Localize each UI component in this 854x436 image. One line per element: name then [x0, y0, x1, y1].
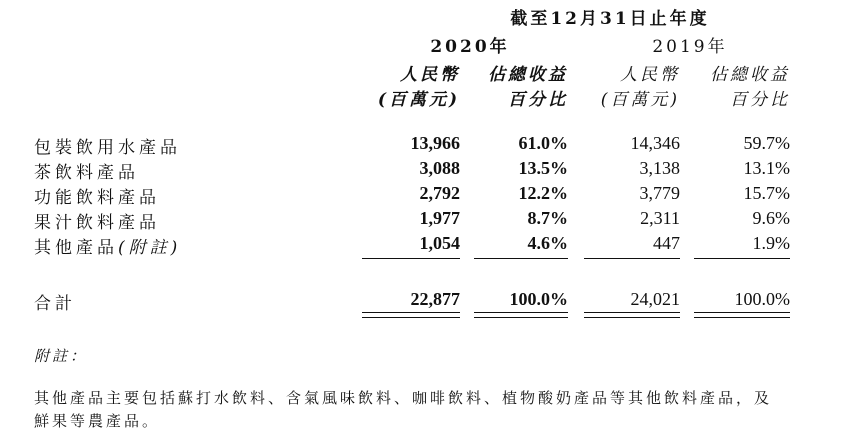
cell-value: 14,346: [630, 133, 680, 153]
subtotal-rule: [694, 258, 790, 259]
cell-value: 2,311: [640, 208, 680, 228]
cell-value: 3,779: [639, 183, 680, 203]
cell-value: 9.6%: [752, 208, 790, 228]
note-title: 附註：: [34, 347, 89, 365]
cell-value: 13.1%: [743, 158, 790, 178]
cell-value: 1.9%: [752, 233, 790, 253]
note-line-1: 其他產品主要包括蘇打水飲料、含氣風味飲料、咖啡飲料、植物酸奶產品等其他飲料產品，及: [34, 389, 773, 407]
col-2020-rmb-unit: (百萬元): [377, 90, 460, 110]
total-rule: [474, 312, 568, 313]
cell-value: 61.0%: [518, 133, 568, 153]
cell-value: 3,088: [419, 158, 460, 178]
cell-value: 1,977: [419, 208, 460, 228]
total-value: 24,021: [630, 289, 680, 309]
cell-value: 4.6%: [527, 233, 568, 253]
total-rule: [584, 312, 680, 313]
total-rule: [362, 312, 460, 313]
period-heading: 截至12月31日止年度: [510, 9, 710, 29]
col-2019-pct: 佔總收益: [710, 65, 790, 85]
subtotal-rule: [584, 258, 680, 259]
note-line-2: 鮮果等農產品。: [34, 412, 161, 430]
total-rule: [694, 317, 790, 318]
cell-value: 2,792: [419, 183, 460, 203]
row-label-water: 包裝飲用水產品: [34, 138, 181, 158]
col-2019-rmb-unit: (百萬元): [600, 90, 680, 110]
cell-value: 447: [653, 233, 680, 253]
total-rule: [362, 317, 460, 318]
cell-value: 13,966: [410, 133, 460, 153]
row-label-functional: 功能飲料產品: [34, 188, 160, 208]
row-label-other-text: 其他產品: [34, 238, 118, 258]
col-2020-rmb: 人民幣: [400, 65, 460, 85]
total-rule: [694, 312, 790, 313]
total-value: 100.0%: [509, 289, 568, 309]
cell-value: 1,054: [419, 233, 460, 253]
cell-value: 13.5%: [518, 158, 568, 178]
cell-value: 12.2%: [518, 183, 568, 203]
year-2019-heading: 2019年: [652, 37, 728, 57]
row-label-tea: 茶飲料產品: [34, 163, 139, 183]
col-2019-rmb: 人民幣: [620, 65, 680, 85]
cell-value: 8.7%: [527, 208, 568, 228]
col-2019-pct-unit: 百分比: [730, 90, 790, 110]
row-label-other: [34, 233, 181, 258]
row-label-total: 合計: [34, 294, 76, 314]
subtotal-rule: [474, 258, 568, 259]
col-2020-pct-unit: 百分比: [508, 90, 568, 110]
total-value: 22,877: [410, 289, 460, 309]
total-value: 100.0%: [734, 289, 790, 309]
row-label-juice: 果汁飲料產品: [34, 213, 160, 233]
total-rule: [474, 317, 568, 318]
cell-value: 59.7%: [743, 133, 790, 153]
year-2020-heading: 2020年: [430, 37, 510, 57]
subtotal-rule: [362, 258, 460, 259]
cell-value: 15.7%: [743, 183, 790, 203]
total-rule: [584, 317, 680, 318]
row-label-other-note: (附註): [118, 238, 182, 258]
col-2020-pct: 佔總收益: [488, 65, 568, 85]
cell-value: 3,138: [639, 158, 680, 178]
